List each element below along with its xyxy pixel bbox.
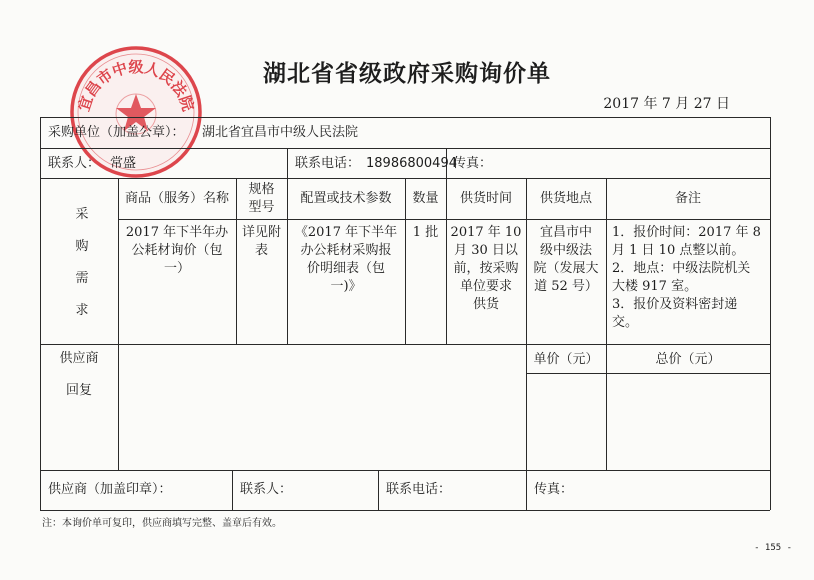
contact-person-label: 联系人： (48, 156, 101, 171)
grid-line (40, 117, 770, 118)
contact-phone-value: 18986800494 (366, 156, 457, 171)
total-price-field[interactable] (607, 374, 769, 469)
grid-line (526, 470, 527, 510)
cell-spec: 详见附 表 (241, 225, 281, 258)
supplier-reply-field[interactable] (119, 345, 525, 469)
cell-qty: 1 批 (412, 225, 439, 240)
grid-line (770, 117, 771, 510)
footer-phone-label: 联系电话： (386, 482, 452, 497)
header-delivery-time: 供货时间 (459, 191, 512, 206)
form-date: 2017 年 7 月 27 日 (603, 96, 730, 112)
header-spec: 规格 型号 (248, 182, 275, 215)
supplier-reply-label-2: 回复 (65, 383, 92, 398)
grid-line (287, 148, 288, 178)
demand-label-3: 需 (75, 271, 89, 286)
cell-product: 2017 年下半年办 公耗材询价（包 一） (125, 225, 229, 276)
header-qty: 数量 (412, 191, 439, 206)
demand-label-1: 采 (75, 207, 89, 222)
grid-line (40, 148, 770, 149)
page-number: - 155 - (754, 543, 792, 553)
unit-price-field[interactable] (527, 374, 605, 469)
grid-line (40, 470, 770, 471)
cell-config: 《2017 年下半年 办公耗材采购报 价明细表（包 一)》 (294, 225, 398, 294)
cell-delivery-time: 2017 年 10 月 30 日以 前，按采购 单位要求 供货 (450, 225, 522, 312)
supplier-reply-label-1: 供应商 (59, 351, 99, 366)
header-product: 商品（服务）名称 (124, 191, 229, 206)
seal-text: 宜昌市中级人民法院 (74, 58, 198, 114)
unit-price-label: 单价（元） (533, 352, 599, 367)
cell-delivery-place: 宜昌市中 级中级法 院（发展大 道 52 号） (533, 225, 599, 294)
footer-fax-label: 传真： (534, 482, 574, 497)
contact-phone-label: 联系电话： (295, 156, 361, 171)
grid-line (232, 470, 233, 510)
contact-fax-label: 传真： (453, 156, 493, 171)
grid-line (378, 470, 379, 510)
total-price-label: 总价（元） (655, 352, 721, 367)
footer-contact-label: 联系人： (240, 482, 293, 497)
footnote: 注：本询价单可复印，供应商填写完整、盖章后有效。 (42, 518, 282, 529)
header-remarks: 备注 (674, 191, 701, 206)
page-title: 湖北省省级政府采购询价单 (263, 61, 551, 87)
demand-label-4: 求 (75, 303, 89, 318)
contact-person-value: 常盛 (110, 156, 137, 171)
footer-supplier-label: 供应商（加盖印章）： (48, 482, 172, 497)
demand-label-2: 购 (75, 239, 89, 254)
grid-line (118, 219, 770, 220)
header-config: 配置或技术参数 (300, 191, 392, 206)
grid-line (40, 510, 770, 511)
header-delivery-place: 供货地点 (539, 191, 592, 206)
grid-line (40, 117, 41, 510)
purchaser-value: 湖北省宜昌市中级人民法院 (202, 125, 359, 140)
cell-remarks: 1．报价时间：2017 年 8 月 1 日 10 点整以前。 2．地点：中级法院机关 大楼 917 室。 3．报价及资料密封递 交。 (612, 225, 761, 330)
purchaser-label: 采购单位（加盖公章）： (48, 125, 185, 140)
